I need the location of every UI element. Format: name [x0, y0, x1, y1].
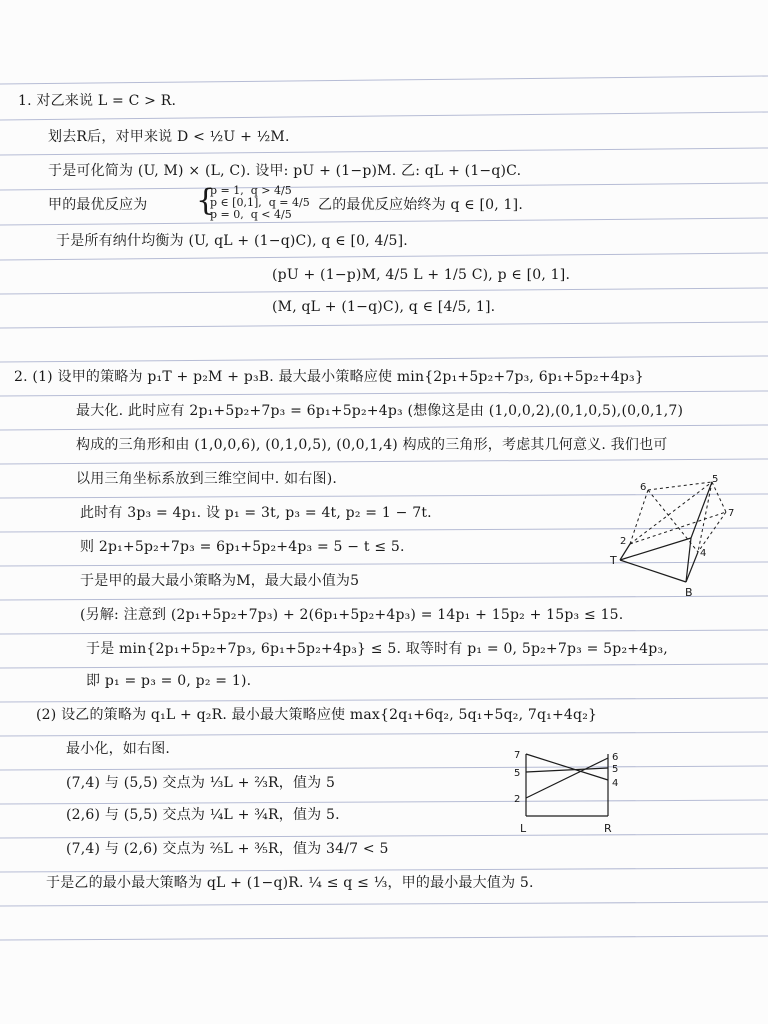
- p2b-line-2: 最小化，如右图.: [66, 741, 171, 757]
- p1-best-response-label: 甲的最优反应为: [48, 197, 148, 213]
- p2-line-3: 构成的三角形和由 (1,0,0,6), (0,1,0,5), (0,0,1,4) 构成的三角形，考虑其几何意义. 我们也可: [76, 437, 668, 453]
- p2-line-2: 最大化. 此时应有 2p₁+5p₂+7p₃ = 6p₁+5p₂+4p₃ (想像这是由 (1,0,0,2),(0,1,0,5),(0,0,1,7): [76, 403, 684, 419]
- p2b-line-4: (2,6) 与 (5,5) 交点为 ¼L + ¾R，值为 5.: [66, 807, 340, 823]
- label-6: 6: [640, 482, 647, 493]
- left-label-5: 5: [514, 768, 521, 779]
- p1-equilibria-1: 于是所有纳什均衡为 (U, qL + (1−q)C), q ∈ [0, 4/5].: [56, 233, 408, 249]
- p2b-line-6: 于是乙的最小最大策略为 qL + (1−q)R. ¼ ≤ q ≤ ⅓，甲的最小最大值为 5.: [46, 875, 534, 891]
- p2b-line-5: (7,4) 与 (2,6) 交点为 ⅖L + ⅗R，值为 34/7 < 5: [66, 841, 389, 857]
- strategy-2d-figure: [500, 740, 640, 840]
- p1-line-1: 1. 对乙来说 L = C > R.: [18, 93, 177, 109]
- p2-line-4: 以用三角坐标系放到三维空间中. 如右图).: [76, 471, 338, 487]
- triangle-3d-figure: [588, 472, 758, 602]
- right-label-4: 4: [612, 778, 619, 789]
- axis-label-l: L: [520, 822, 527, 835]
- p1-line-2: 划去R后，对甲来说 D < ½U + ½M.: [48, 129, 290, 145]
- p1-line-3: 于是可化简为 (U, M) × (L, C). 设甲: pU + (1−p)M. 乙: qL + (1−q)C.: [48, 163, 522, 179]
- p2b-line-3: (7,4) 与 (5,5) 交点为 ⅓L + ⅔R，值为 5: [66, 775, 336, 791]
- p2b-line-1: (2) 设乙的策略为 q₁L + q₂R. 最小最大策略应使 max{2q₁+6q₂, 5q₁+5q₂, 7q₁+4q₂}: [36, 707, 598, 723]
- p2-line-7: 于是甲的最大最小策略为M，最大最小值为5: [80, 573, 360, 589]
- case-brace: {: [196, 183, 216, 218]
- label-7: 7: [728, 508, 735, 519]
- p2-line-5: 此时有 3p₃ = 4p₁. 设 p₁ = 3t, p₃ = 4t, p₂ = 1 − 7t.: [80, 505, 432, 521]
- p2-line-9: 于是 min{2p₁+5p₂+7p₃, 6p₁+5p₂+4p₃} ≤ 5. 取等时有 p₁ = 0, 5p₂+7p₃ = 5p₂+4p₃,: [86, 641, 668, 657]
- case-2: p ∈ [0,1], q = 4/5: [210, 196, 310, 209]
- case-1: p = 1, q > 4/5: [210, 184, 292, 197]
- label-2: 2: [620, 536, 627, 547]
- right-label-5: 5: [612, 764, 619, 775]
- p1-best-response-tail: 乙的最优反应始终为 q ∈ [0, 1].: [318, 197, 523, 213]
- label-t: T: [610, 554, 617, 567]
- right-label-6: 6: [612, 752, 619, 763]
- p2-line-1: 2. (1) 设甲的策略为 p₁T + p₂M + p₃B. 最大最小策略应使 min{2p₁+5p₂+7p₃, 6p₁+5p₂+4p₃}: [14, 369, 644, 385]
- p2-line-6: 则 2p₁+5p₂+7p₃ = 6p₁+5p₂+4p₃ = 5 − t ≤ 5.: [80, 539, 405, 555]
- label-b: B: [685, 586, 693, 599]
- left-label-7: 7: [514, 750, 521, 761]
- case-3: p = 0, q < 4/5: [210, 208, 292, 221]
- label-4: 4: [700, 548, 707, 559]
- p1-equilibria-3: (M, qL + (1−q)C), q ∈ [4/5, 1].: [272, 299, 496, 315]
- p2-line-10: 即 p₁ = p₃ = 0, p₂ = 1).: [86, 673, 252, 689]
- label-5: 5: [712, 474, 719, 485]
- p2-line-8: (另解: 注意到 (2p₁+5p₂+7p₃) + 2(6p₁+5p₂+4p₃) = 14p₁ + 15p₂ + 15p₃ ≤ 15.: [80, 607, 624, 623]
- left-label-2: 2: [514, 794, 521, 805]
- axis-label-r: R: [604, 822, 612, 835]
- p1-equilibria-2: (pU + (1−p)M, 4/5 L + 1/5 C), p ∈ [0, 1].: [272, 267, 571, 283]
